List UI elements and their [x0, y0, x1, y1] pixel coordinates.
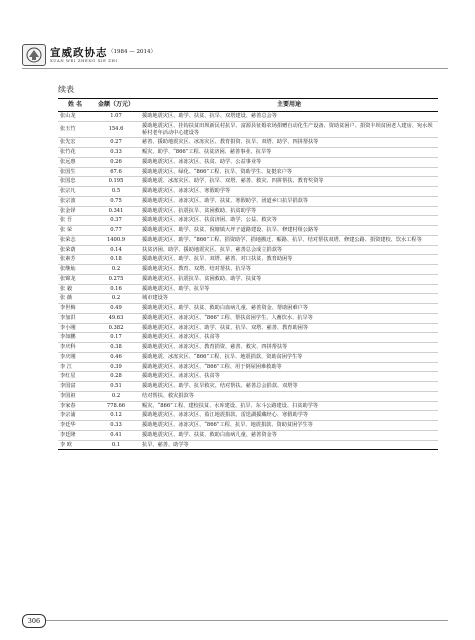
cell-purpose: 援助地震灾区、助学、“866”工程、捐资助学、捐地搬迁、赈路、抗旱、结对帮扶双塔、修建公路、捐资建校、饮水工程等 [140, 235, 438, 245]
page-header [22, 44, 448, 66]
cell-purpose: 援助地震灾区、教育、双塔、结对帮扶、抗旱等 [140, 265, 438, 275]
cell-purpose: 扶贫济困、助学、援助地震灾区、抗旱、慈善总会成立捐款等 [140, 245, 438, 255]
cell-amount: 49.63 [92, 313, 140, 323]
cell-name: 张素芳 [58, 255, 92, 265]
cell-amount: 67.6 [92, 167, 140, 177]
cell-purpose: 援助地震灾区、助学、扶贫、救助白血病儿童、慈善资金、帮助困难户等 [140, 304, 438, 314]
table-row [58, 121, 438, 138]
cell-purpose: 援助地震灾区、冰冻灾区、寒假助学等 [140, 187, 438, 197]
cell-purpose: 赈灾、“866”工程、建校扶贫、水库建设、抗旱、东斗公路建设、扫贫助学等 [140, 401, 438, 411]
table-row [58, 187, 438, 197]
cell-purpose: 援助地震灾区、冰冻灾区、扶贫、助学、公益事业等 [140, 157, 438, 167]
cell-amount: 0.5 [92, 187, 140, 197]
cell-name: 李庆刚 [58, 352, 92, 362]
cell-amount: 0.28 [92, 372, 140, 382]
table-row [58, 255, 438, 265]
cell-name: 李国富 [58, 382, 92, 392]
cell-purpose: 援助地震灾区、抗震抗旱、贫困救助、抗贫助学等 [140, 206, 438, 216]
cell-amount: 0.2 [92, 391, 140, 401]
cell-amount: 0.14 [92, 245, 140, 255]
cell-amount: 0.39 [92, 362, 140, 372]
cell-purpose: 援助地震灾区、冰冻灾区、教育捐资、慈善、救灾、四拼帮扶等 [140, 343, 438, 353]
cell-purpose: 援助地震灾区、冰冻灾区、扶贫济困、助学、公益、救灾等 [140, 216, 438, 226]
cell-purpose: 援助地震灾区、助学、抗旱等 [140, 284, 438, 294]
table-row [58, 206, 438, 216]
cell-amount: 0.75 [92, 196, 140, 206]
table-row [58, 245, 438, 255]
table-row [58, 313, 438, 323]
cell-amount: 0.41 [92, 430, 140, 440]
cell-name: 张锦龙 [58, 274, 92, 284]
donation-table [58, 98, 438, 450]
cell-name: 张 荣 [58, 226, 92, 236]
table-row [58, 304, 438, 314]
cell-amount: 0.51 [92, 382, 140, 392]
cell-amount: 154.6 [92, 121, 140, 138]
table-row [58, 421, 438, 431]
cell-amount: 0.2 [92, 294, 140, 304]
table-row [58, 333, 438, 343]
cell-amount: 0.37 [92, 216, 140, 226]
cell-purpose: 抗旱、慈善、助学等 [140, 440, 438, 450]
cell-name: 李 欧 [58, 440, 92, 450]
table-row [58, 382, 438, 392]
cell-amount: 0.17 [92, 333, 140, 343]
table-row [58, 343, 438, 353]
cell-name: 张国忠 [58, 177, 92, 187]
table-body [58, 112, 438, 450]
table-row [58, 440, 438, 450]
cell-amount: 0.77 [92, 226, 140, 236]
cell-amount: 0.275 [92, 274, 140, 284]
column-header-name: 姓 名 [58, 99, 92, 112]
cell-name: 张先宏 [58, 138, 92, 148]
table-row [58, 167, 438, 177]
table-row [58, 235, 438, 245]
cell-amount: 0.1 [92, 440, 140, 450]
cell-name: 张玉竹 [58, 121, 92, 138]
book-years: （1984 — 2014） [108, 49, 156, 55]
cell-name: 张山龙 [58, 112, 92, 122]
cell-name: 张竹花 [58, 148, 92, 158]
cell-purpose: 城市建设等 [140, 294, 438, 304]
cell-name: 张金铎 [58, 206, 92, 216]
cell-name: 李国祖 [58, 391, 92, 401]
cell-amount: 0.18 [92, 255, 140, 265]
cell-name: 李红星 [58, 372, 92, 382]
cell-amount: 0.26 [92, 157, 140, 167]
cell-purpose: 援助地震灾区、助学、扶贫、倪塘镇大坪子道路建设、抗旱、修建村组公路等 [140, 226, 438, 236]
cell-amount: 0.46 [92, 352, 140, 362]
cell-amount: 0.2 [92, 265, 140, 275]
column-header-amount: 金额（万元） [92, 99, 140, 112]
cell-purpose: 援助地震、冰冻灾区、助学、抗旱、双塔、慈善、救灾、四拼帮扶、教育奖资等 [140, 177, 438, 187]
cell-name: 张继灿 [58, 265, 92, 275]
cell-amount: 778.66 [92, 401, 140, 411]
cell-name: 李如鹏 [58, 333, 92, 343]
cell-purpose: 慈善、援助地震灾区、冰冻灾区、教育捐资、抗旱、双塔、助学、四拼帮扶等 [140, 138, 438, 148]
cell-purpose: 援助地震灾区、冰冻灾区、“866”工程、抗旱、地震捐款、资助贫困学生等 [140, 421, 438, 431]
cell-name: 张远惠 [58, 157, 92, 167]
book-pinyin: XUAN WEI ZHENG XIE ZHI [50, 58, 118, 63]
cell-purpose: 援助地震灾区、冰冻灾区、“866”工程、用于倒屋困难救助等 [140, 362, 438, 372]
book-title: 宣威政协志 [50, 47, 108, 59]
table-row [58, 216, 438, 226]
cell-purpose: 援助地震灾区、冰冻灾区、扶贫等 [140, 333, 438, 343]
cell-amount: 0.27 [92, 138, 140, 148]
emblem-icon [22, 44, 46, 66]
table-header-row [58, 99, 438, 112]
header-divider [22, 68, 448, 69]
cell-purpose: 援助地震灾区、冰冻灾区、“866”工程、帮扶贫困学生、人畜饮水、抗旱等 [140, 313, 438, 323]
cell-amount: 0.38 [92, 343, 140, 353]
table-row [58, 196, 438, 206]
cell-name: 张国生 [58, 167, 92, 177]
cell-name: 李廷华 [58, 421, 92, 431]
cell-name: 李庆科 [58, 343, 92, 353]
table-row [58, 148, 438, 158]
cell-name: 张宗凡 [58, 187, 92, 197]
cell-amount: 0.16 [92, 284, 140, 294]
cell-name: 张 吾 [58, 216, 92, 226]
cell-name: 李加洪 [58, 313, 92, 323]
cell-amount: 0.382 [92, 323, 140, 333]
cell-purpose: 援助地震、冰冻灾区、“866”工程、抗旱、地震捐款、资助贫困学生等 [140, 352, 438, 362]
page-number: 306 [22, 614, 46, 628]
table-row [58, 138, 438, 148]
table-row [58, 391, 438, 401]
cell-name: 张荣荫 [58, 245, 92, 255]
table-row [58, 294, 438, 304]
cell-amount: 0.12 [92, 411, 140, 421]
table-row [58, 352, 438, 362]
cell-purpose: 援助地震灾区、冰冻灾区、助学、扶贫、寒假助学、团道乡口抗旱捐款等 [140, 196, 438, 206]
cell-name: 李宗浦 [58, 411, 92, 421]
cell-name: 张宗波 [58, 196, 92, 206]
cell-purpose: 援助地震灾区、助学、抗旱救灾、结对帮扶、慈善总会捐款、双塔等 [140, 382, 438, 392]
cell-name: 李家春 [58, 401, 92, 411]
cell-purpose: 援助地震灾区、抗震抗旱、贫困救助、助学、扶贫等 [140, 274, 438, 284]
table-row [58, 401, 438, 411]
cell-purpose: 赈灾、助学、“866”工程、扶贫济困、慈善事业、抗旱等 [140, 148, 438, 158]
cell-purpose: 援助地震灾区、冰冻灾区、盈江地震捐款、雷迭湖援藏经心、寒假助学等 [140, 411, 438, 421]
cell-purpose: 援助地震灾区、冰冻灾区、助学、扶贫、抗旱、双塔、慈善、教育助困等 [140, 323, 438, 333]
table-row [58, 157, 438, 167]
cell-purpose: 援助地震灾区、助学、抗旱、双塔、慈善、对口扶贫、教育助困等 [140, 255, 438, 265]
cell-amount: 0.341 [92, 206, 140, 216]
cell-amount: 0.49 [92, 304, 140, 314]
column-header-purpose: 主要用途 [140, 99, 438, 112]
cell-purpose: 援助地震灾区、挂钩扶贫田坝新民村抗旱、富源县征婚农场捐赠自动化生产设备、资助贫困户、捐资丰坝贫困老人建房、宛水坝桥村老年活动中心建设等 [140, 121, 438, 138]
cell-amount: 0.195 [92, 177, 140, 187]
cell-purpose: 援助地震灾区、助学、扶贫、抗旱、双塔建设、慈善总会等 [140, 112, 438, 122]
table-row [58, 265, 438, 275]
cell-name: 张 薇 [58, 294, 92, 304]
cell-name: 李小刚 [58, 323, 92, 333]
table-row [58, 362, 438, 372]
continued-label: 续表 [58, 85, 74, 94]
table-row [58, 430, 438, 440]
cell-amount: 0.33 [92, 148, 140, 158]
cell-name: 李世梅 [58, 304, 92, 314]
cell-purpose: 援助地震灾区、冰冻灾区、扶贫等 [140, 372, 438, 382]
table-row [58, 372, 438, 382]
table-row [58, 323, 438, 333]
cell-purpose: 援助地震灾区、绿化、“866”工程、抗旱、资助学生、复挺农户等 [140, 167, 438, 177]
cell-purpose: 援助地震灾区、助学、扶贫、救助白血病儿童、慈善资金等 [140, 430, 438, 440]
table-row [58, 112, 438, 122]
footer-divider [46, 620, 448, 621]
table-row [58, 411, 438, 421]
cell-name: 李 江 [58, 362, 92, 372]
table-row [58, 274, 438, 284]
cell-name: 张 毅 [58, 284, 92, 294]
cell-amount: 1400.9 [92, 235, 140, 245]
cell-amount: 0.33 [92, 421, 140, 431]
table-row [58, 284, 438, 294]
table-row [58, 226, 438, 236]
cell-amount: 1.07 [92, 112, 140, 122]
cell-name: 张荣志 [58, 235, 92, 245]
table-row [58, 177, 438, 187]
cell-purpose: 结对帮扶、救灾捐款等 [140, 391, 438, 401]
cell-name: 李廷隆 [58, 430, 92, 440]
